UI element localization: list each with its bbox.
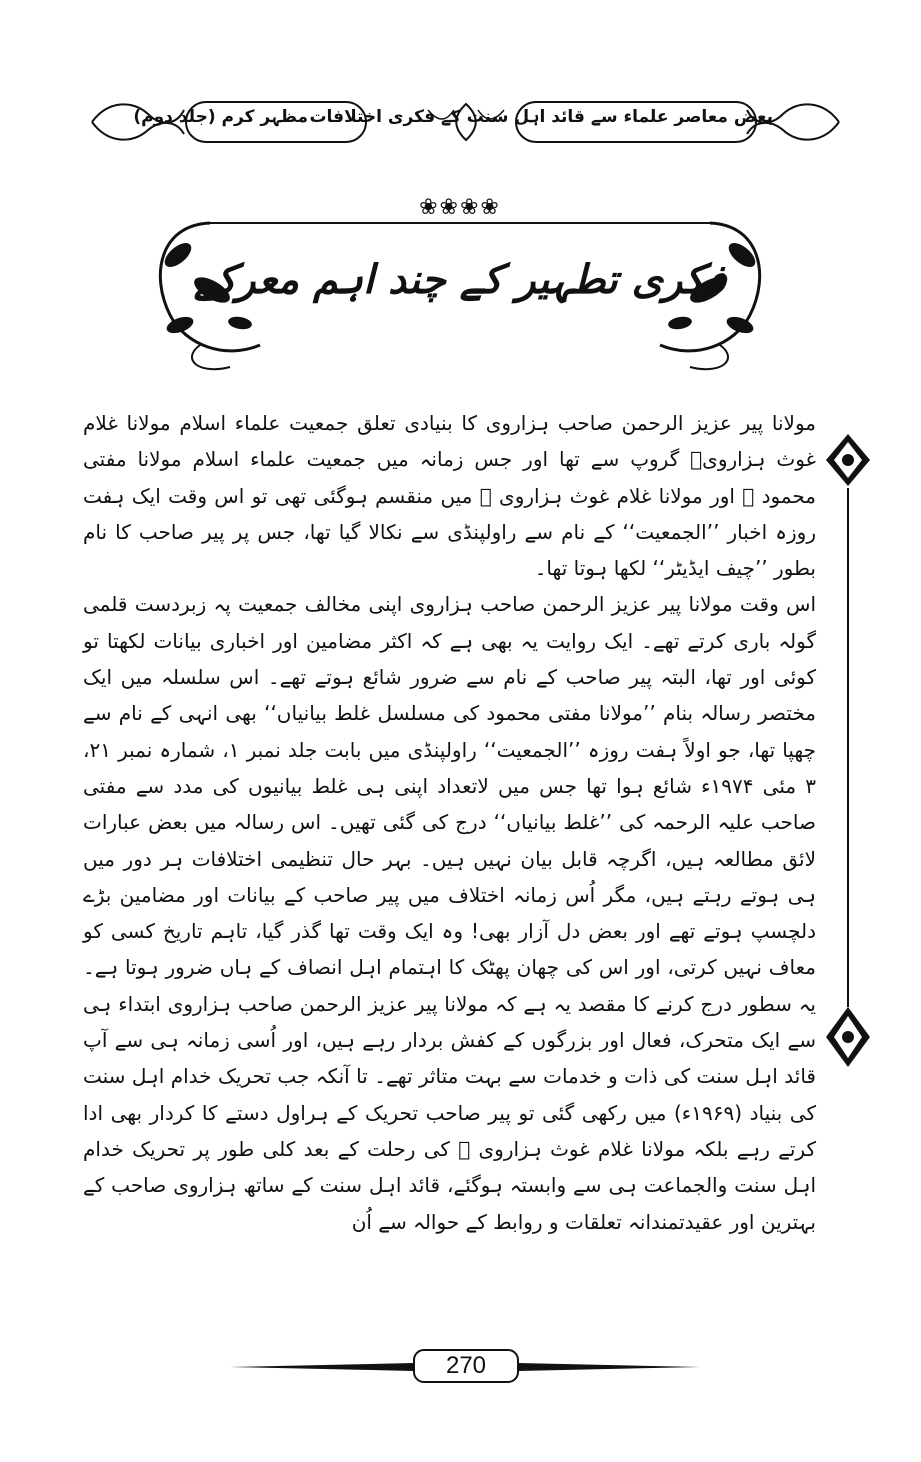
title-ornament-frame xyxy=(140,195,780,385)
paragraph-2: اس وقت مولانا پیر عزیز الرحمن صاحب ہزاروی اپنی مخالف جمعیت پہ زبردست قلمی گولہ باری کرتے تھے۔ ایک روایت یہ بھی ہے کہ اکثر مضامین اور اخباری بیانات لکھتا تو کوئی اور تھا، البتہ پیر صاحب کے نام سے ضرور شائع ہوتے تھے۔ اس سلسلہ میں ایک مختصر رسالہ بنام ’’مولانا مفتی محمود کی مسلسل غلط بیانیاں‘‘ بھی انہی کے نام سے چھپا تھا، جو اولاً ہفت روزہ ’’الجمعیت‘‘ راولپنڈی میں بابت جلد نمبر ۱، شمارہ نمبر ۲۱، ۳ مئی ۱۹۷۴ء شائع ہوا تھا جس میں لاتعداد اپنی ہی غلط بیانیوں کی مدد سے مفتی صاحب علیہ الرحمہ کی ’’غلط بیانیاں‘‘ درج کی گئی تھیں۔ اس رسالہ میں بعض عبارات لائق مطالعہ ہیں، اگرچہ قابل بیان نہیں ہیں۔ بہر حال تنظیمی اختلافات ہر دور میں ہی ہوتے رہتے ہیں، مگر اُس زمانہ اختلاف میں پیر صاحب کے بیانات اور مضامین بڑے دلچسپ ہوتے تھے اور بعض دل آزار بھی! وہ ایک وقت تھا گذر گیا، تاہم تاریخ کسی کو معاف نہیں کرتی، اور اس کی چھان پھٹک کا اہتمام اہل انصاف کے ہاں ضرور ہوتا ہے۔ یہ سطور درج کرنے کا مقصد یہ ہے کہ مولانا پیر عزیز الرحمن صاحب ہزاروی ابتداء ہی سے ایک متحرک، فعال اور بزرگوں کے کفش بردار رہے ہیں، اور اُسی زمانہ ہی سے آپ قائد اہل سنت کی ذات و خدمات سے بہت متاثر تھے۔ تا آنکہ جب تحریک خدام اہل سنت کی بنیاد (۱۹۶۹ء) میں رکھی گئی تو پیر صاحب تحریک کے ہراول دستے کا کردار بھی ادا کرتے رہے بلکہ مولانا غلام غوث ہزاروی ﷫ کی رحلت کے بعد کلی طور پر تحریک خدام اہل سنت والجماعت ہی سے وابستہ ہوگئے، قائد اہل سنت کے ساتھ ہزاروی صاحب کے بہترین اور عقیدتمندانہ تعلقات و روابط کے حوالہ سے اُن xyxy=(83,592,816,1234)
book-running-title: مظہر کرم (جلد دوم) xyxy=(133,107,308,127)
page-title: فکری تطہیر کے چند اہم معرکے xyxy=(193,257,727,303)
side-margin-ornament xyxy=(818,432,878,1082)
flower-ornament-row: ❀❀❀❀ xyxy=(419,195,501,220)
page-number: 270 xyxy=(445,1352,487,1379)
page-footer xyxy=(230,1346,700,1388)
chapter-running-title: بعض معاصر علماء سے قائد اہل سنت کے فکری اختلافات xyxy=(309,107,773,127)
article-body xyxy=(83,405,816,1240)
running-header xyxy=(88,96,843,148)
paragraph-1: مولانا پیر عزیز الرحمن صاحب ہزاروی کا بنیادی تعلق جمعیت علماء اسلام مولانا غلام غوث ہزارویؒ گروپ سے تھا اور جس زمانہ میں جمعیت علماء اسلام مولانا مفتی محمود ﷫ اور مولانا غلام غوث ہزاروی ﷫ میں منقسم ہوگئی تھی تو اس وقت ایک ہفت روزہ اخبار ’’الجمعیت‘‘ کے نام سے راولپنڈی سے نکالا گیا تھا، جس پر پیر صاحب کا نام بطور ’’چیف ایڈیٹر‘‘ لکھا ہوتا تھا۔ xyxy=(83,411,816,581)
